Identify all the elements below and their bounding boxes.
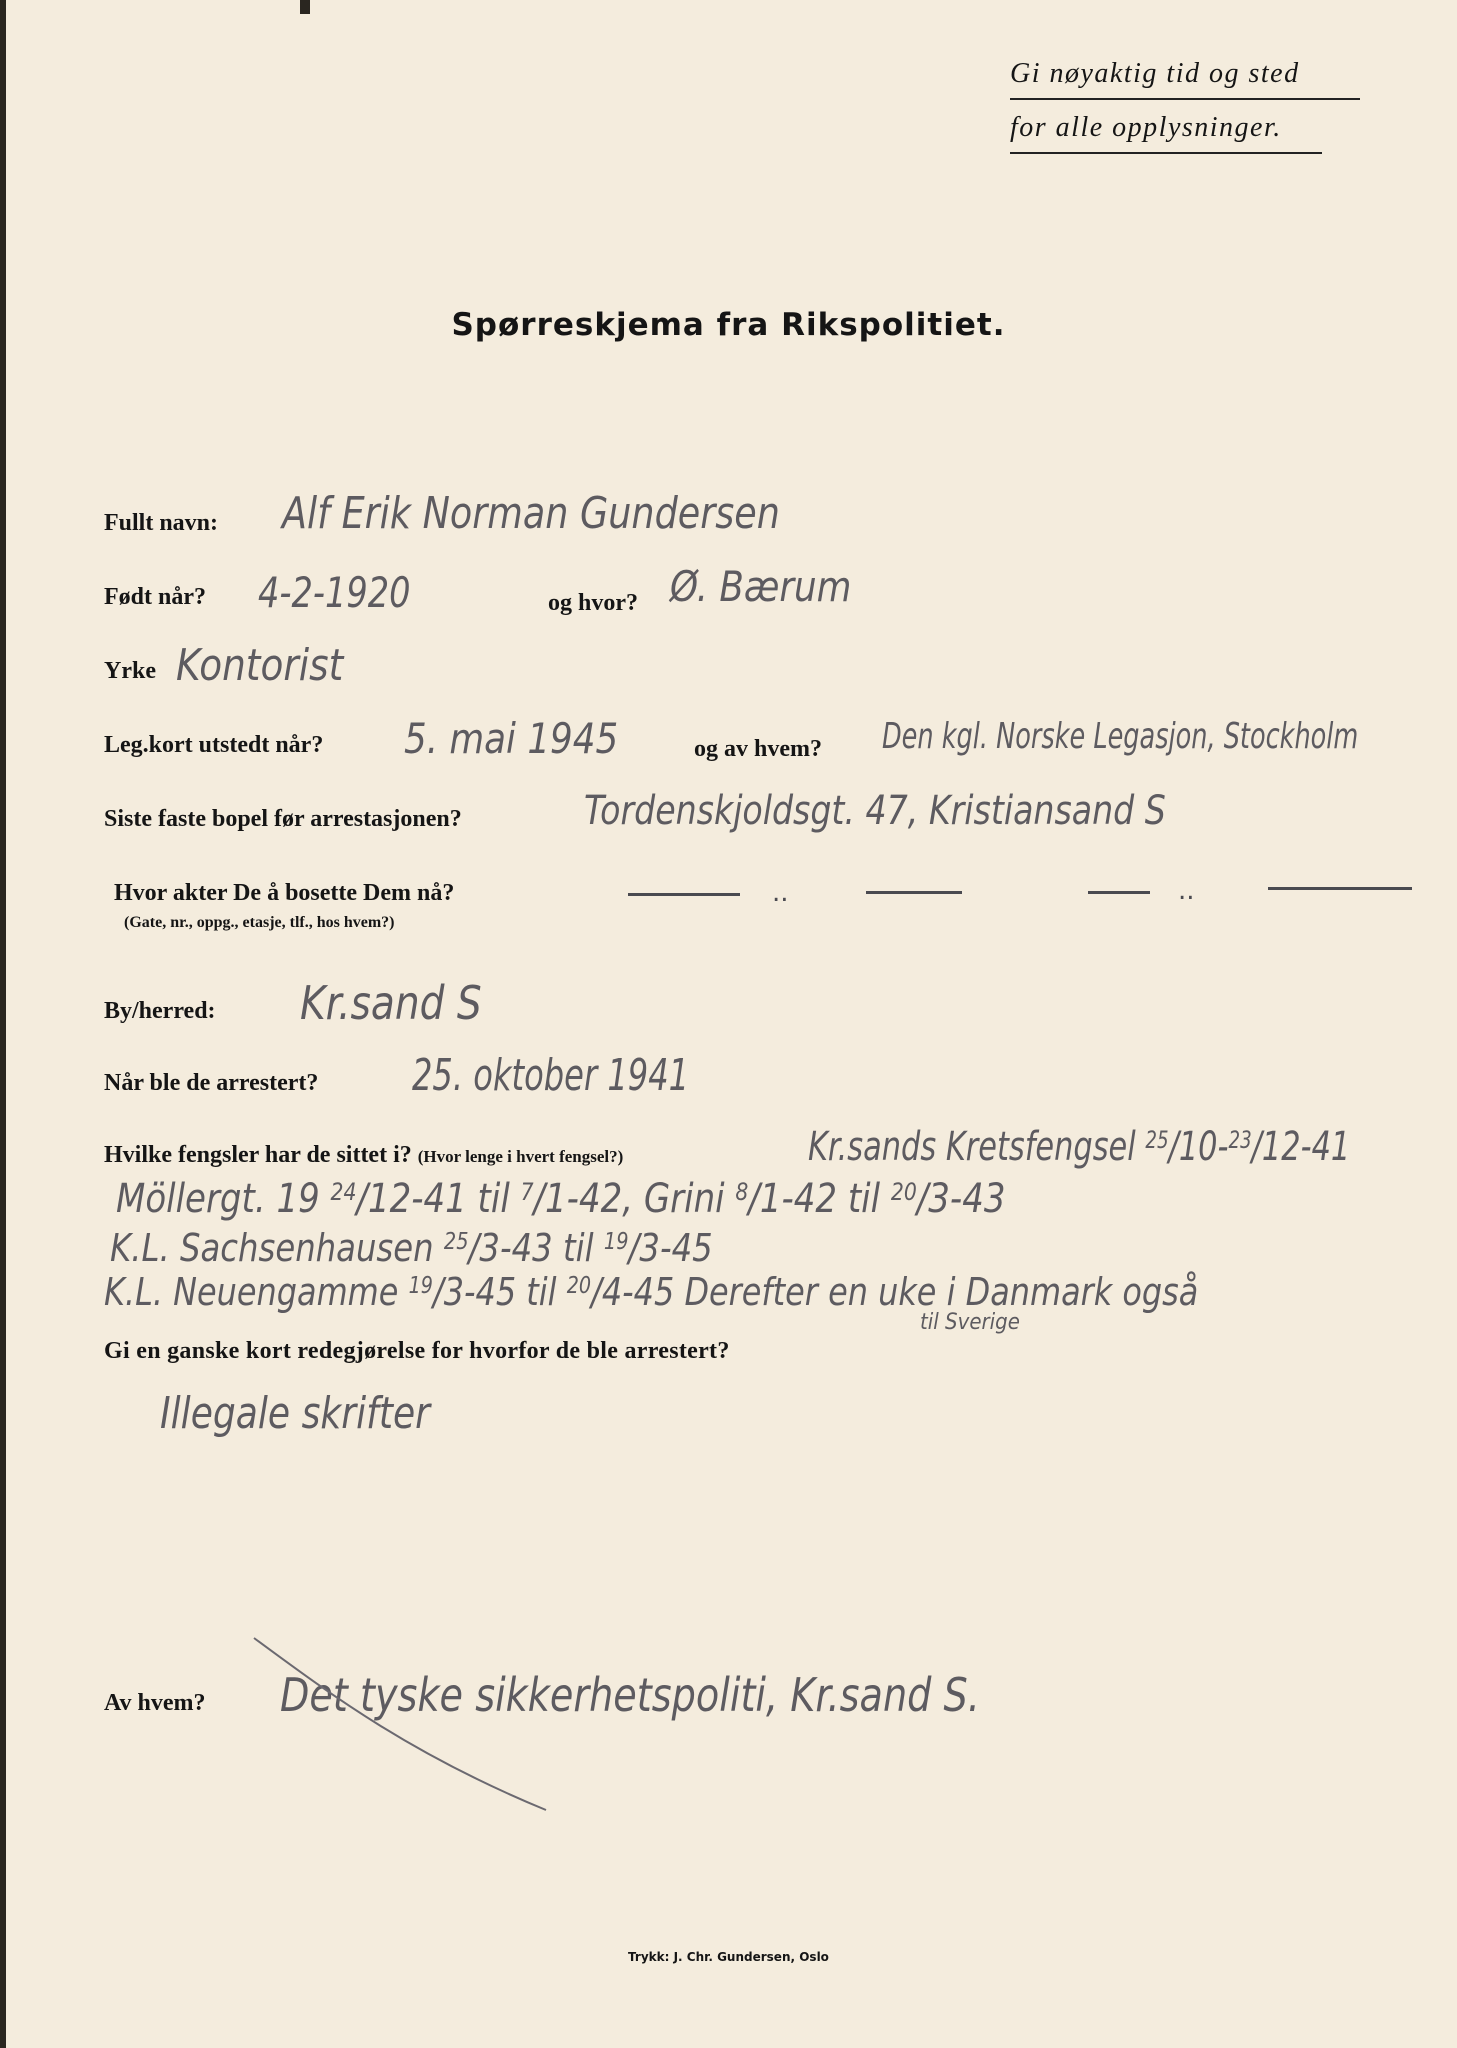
instruction-notice: [1010, 58, 1360, 154]
date-part: /10-: [1168, 1124, 1229, 1170]
blank-dash: [866, 891, 962, 894]
prison-line-3-a: K.L. Sachsenhausen: [110, 1226, 434, 1270]
prison-line-1-text: Kr.sands Kretsfengsel: [808, 1124, 1136, 1170]
date-superscript: 23: [1228, 1126, 1252, 1154]
prison-line-2-a: Möllergt. 19: [116, 1176, 320, 1222]
date-superscript: 24: [330, 1178, 357, 1206]
blank-dash: [628, 893, 740, 896]
date-superscript: 8: [735, 1178, 749, 1206]
prisons-label-paren: (Hvor lenge i hvert fengsel?): [417, 1147, 624, 1166]
id-card-when-label: Leg.kort utstedt når?: [104, 732, 324, 758]
born-where-value: Ø. Bærum: [670, 562, 852, 611]
prison-line-4-extra: til Sverige: [920, 1310, 1020, 1335]
full-name-label: Fullt navn:: [104, 510, 219, 536]
scan-edge-top-mark: [300, 0, 310, 14]
occupation-label: Yrke: [104, 658, 156, 684]
pencil-strike-line: [250, 1634, 550, 1814]
date-part: /1-42, Grini: [533, 1176, 725, 1222]
occupation-value: Kontorist: [176, 640, 344, 691]
prison-line-2: [116, 1176, 1005, 1222]
arrested-when-label: Når ble de arrestert?: [104, 1070, 319, 1096]
settle-where-label: Hvor akter De å bosette Dem nå?: [114, 880, 455, 906]
form-title: Spørreskjema fra Rikspolitiet.: [451, 307, 1006, 343]
date-superscript: 7: [520, 1178, 534, 1206]
by-whom-label: Av hvem?: [104, 1690, 206, 1716]
prison-line-3: [110, 1226, 713, 1270]
arrested-when-value: 25. oktober 1941: [412, 1050, 690, 1101]
blank-dash: [1268, 887, 1412, 890]
reason-label: Gi en ganske kort redegjørelse for hvorfor de ble arrestert?: [104, 1338, 730, 1364]
date-part: /4-45: [591, 1270, 675, 1314]
blank-dots: ..: [772, 878, 789, 908]
reason-value: Illegale skrifter: [160, 1388, 431, 1439]
prisons-label-main: Hvilke fengsler har de sittet i?: [104, 1142, 412, 1168]
last-address-value: Tordenskjoldsgt. 47, Kristiansand S: [584, 788, 1166, 834]
id-card-by-value: Den kgl. Norske Legasjon, Stockholm: [882, 716, 1359, 757]
printer-imprint: Trykk: J. Chr. Gundersen, Oslo: [628, 1950, 829, 1964]
date-superscript: 20: [890, 1178, 917, 1206]
municipality-value: Kr.sand S: [300, 976, 482, 1030]
prison-line-4-note: Derefter en uke i Danmark også: [684, 1270, 1199, 1314]
born-when-label: Født når?: [104, 584, 206, 610]
date-part: /3-45: [628, 1226, 713, 1270]
born-when-value: 4-2-1920: [258, 568, 411, 617]
notice-line-1: Gi nøyaktig tid og sted: [1010, 58, 1360, 100]
date-superscript: 19: [603, 1229, 629, 1255]
date-part: /12-41 til: [356, 1176, 510, 1222]
date-part: /1-42 til: [748, 1176, 881, 1222]
prison-line-4: [104, 1270, 1198, 1314]
date-superscript: 25: [1145, 1126, 1169, 1154]
date-superscript: 20: [566, 1273, 592, 1299]
blank-dash: [1088, 891, 1150, 894]
blank-dots: ..: [1178, 876, 1195, 906]
by-whom-value: Det tyske sikkerhetspoliti, Kr.sand S.: [280, 1668, 980, 1722]
born-where-label: og hvor?: [548, 590, 638, 616]
date-part: /3-43: [916, 1176, 1006, 1222]
last-address-label: Siste faste bopel før arrestasjonen?: [104, 806, 462, 832]
date-part: /12-41: [1251, 1124, 1351, 1170]
id-card-by-label: og av hvem?: [694, 736, 822, 762]
prison-line-1: [808, 1124, 1350, 1170]
municipality-label: By/herred:: [104, 998, 216, 1024]
date-part: /3-45 til: [432, 1270, 557, 1314]
notice-line-2: for alle opplysninger.: [1010, 112, 1322, 154]
date-superscript: 19: [408, 1273, 433, 1299]
full-name-value: Alf Erik Norman Gundersen: [282, 488, 780, 539]
id-card-when-value: 5. mai 1945: [404, 714, 619, 763]
date-superscript: 25: [443, 1229, 469, 1255]
prisons-label: [104, 1142, 623, 1169]
settle-where-sublabel: (Gate, nr., oppg., etasje, tlf., hos hvem?): [124, 914, 395, 931]
prison-line-4-a: K.L. Neuengamme: [104, 1270, 399, 1314]
date-part: /3-43 til: [468, 1226, 594, 1270]
